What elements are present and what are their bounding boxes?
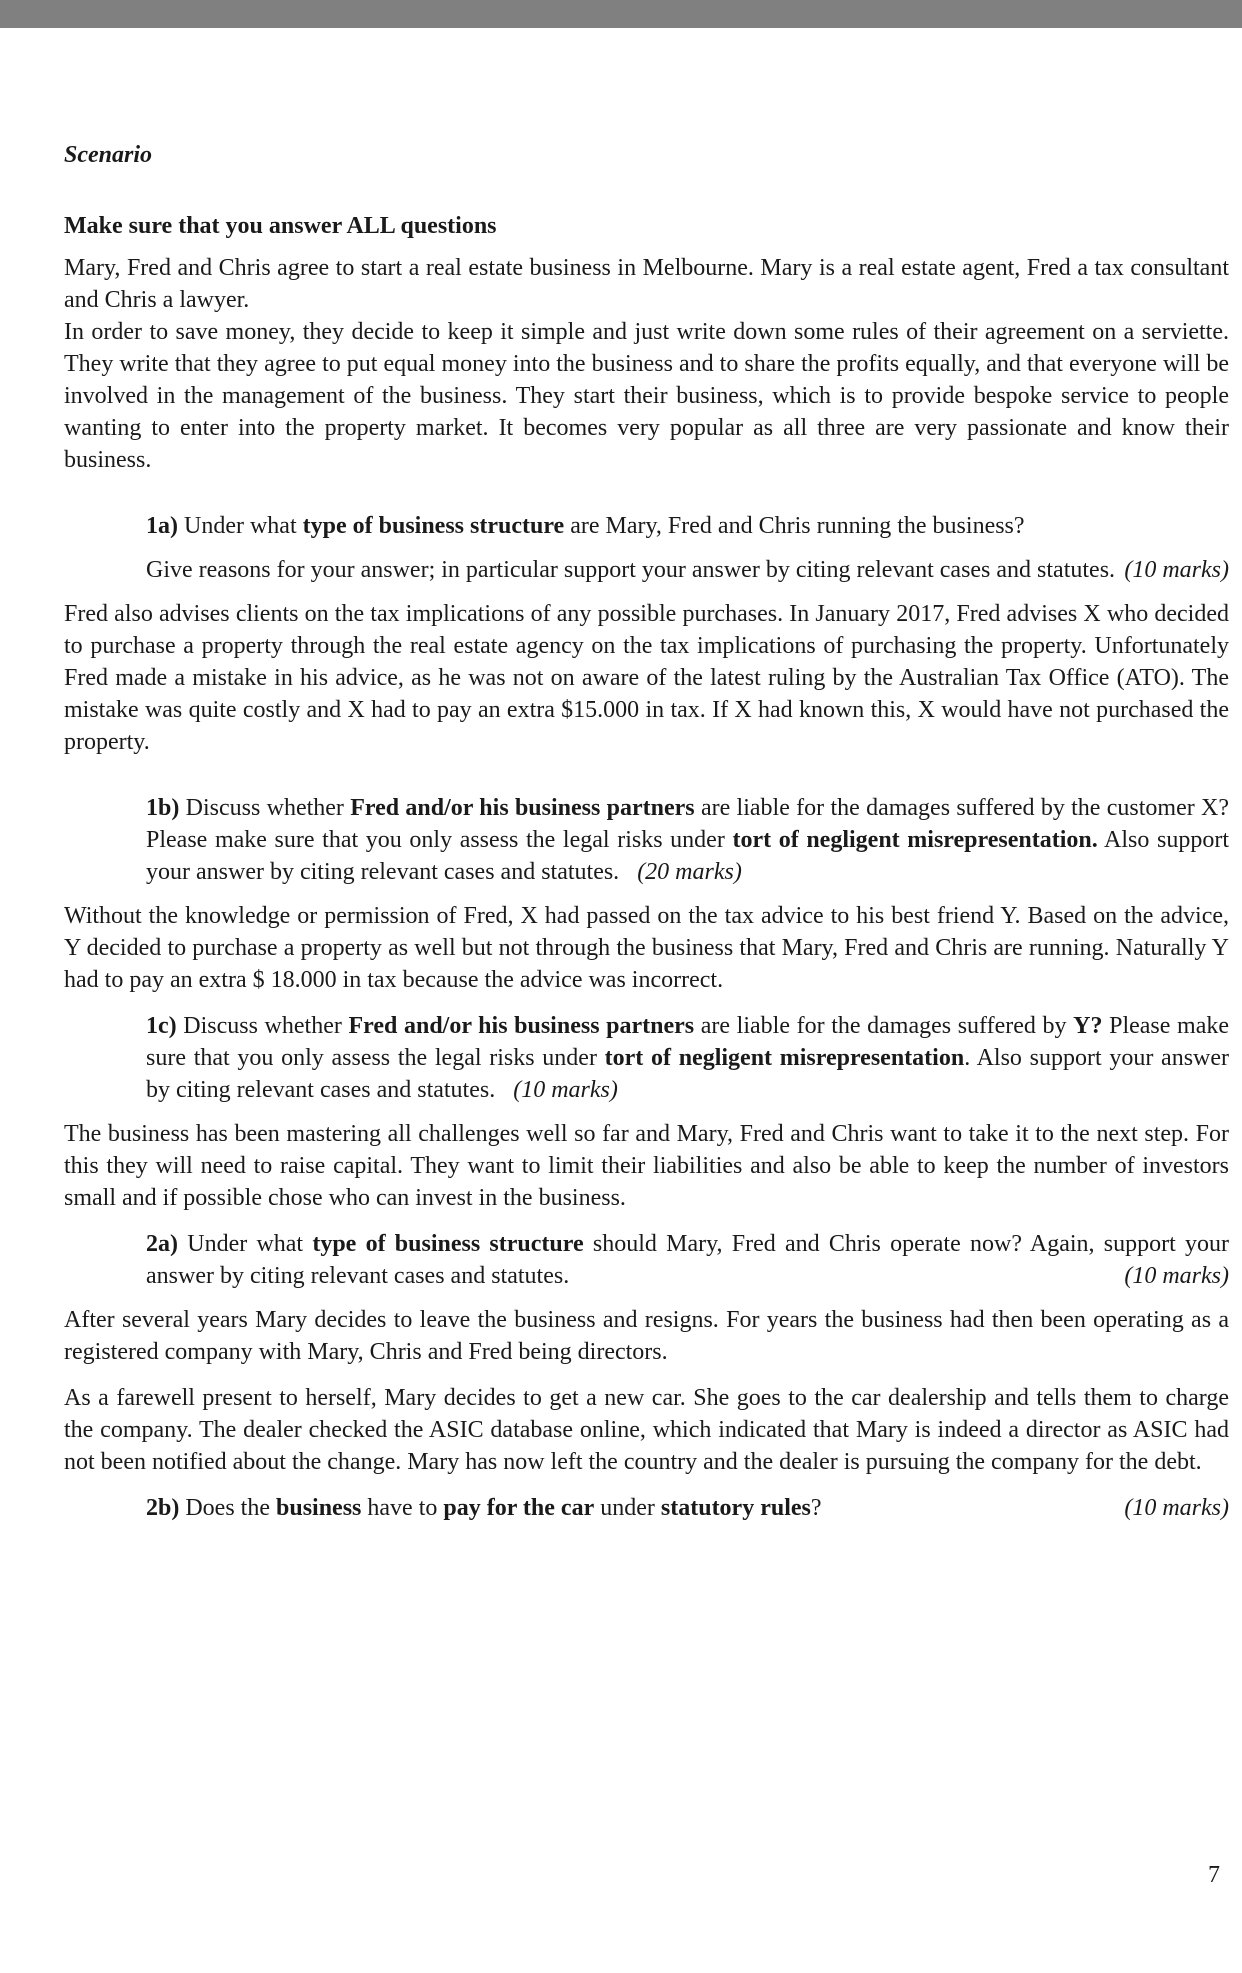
question-1a-reasons — [146, 554, 1229, 586]
q1a-text-2: are Mary, Fred and Chris running the business? — [564, 513, 1025, 540]
page-number: 7 — [1208, 1862, 1220, 1888]
q2b-text-3: under — [594, 1495, 661, 1522]
scenario-heading: Scenario — [64, 142, 153, 168]
q1a-bold-1: type of business structure — [302, 513, 565, 540]
intro-paragraph-2: In order to save money, they decide to keep it simple and just write down some rules of their agreement on a serviette. They write that they agree to put equal money into the business and to share the profits equally, and that everyone will be involved in the management of the business. They start their business, which is to provide bespoke service to people wanting to enter into the property market. It becomes very popular as all three are very passionate and know their business. — [64, 319, 1229, 474]
question-2a-marks: (10 marks) — [1124, 1263, 1229, 1290]
question-1a — [146, 510, 1229, 586]
q1b-text-2: are liable for the damages suffered by the customer X? Please make sure that you only assess the legal risks under — [146, 795, 1230, 854]
q2b-bold-1: business — [276, 1495, 362, 1522]
question-1c-number: 1c) — [146, 1013, 177, 1040]
q1b-text-3: Also support your answer by citing relevant cases and statutes. — [146, 827, 1230, 886]
question-1a-line — [146, 510, 1229, 542]
question-1a-marks: (10 marks) — [1124, 557, 1229, 584]
q1c-bold-2: Y? — [1073, 1013, 1103, 1040]
question-1c — [146, 1010, 1229, 1106]
question-1a-number: 1a) — [146, 513, 178, 540]
intro-paragraph-1: Mary, Fred and Chris agree to start a real estate business in Melbourne. Mary is a real estate agent, Fred a tax consultant and Chris a lawyer. — [64, 255, 1229, 314]
question-1b-line — [146, 792, 1229, 888]
q2b-bold-3: statutory rules — [660, 1495, 811, 1522]
question-1b-marks: (20 marks) — [637, 859, 742, 886]
q1c-bold-3: tort of negligent misrepresentation — [604, 1045, 965, 1072]
q1a-text-1: Under what — [178, 513, 303, 540]
q1b-bold-2: tort of negligent misrepresentation. — [732, 827, 1098, 854]
question-2a-line — [146, 1228, 1229, 1292]
q1b-bold-1: Fred and/or his business partners — [350, 795, 695, 822]
fred-advice-paragraph: Fred also advises clients on the tax implications of any possible purchases. In January 2017, Fred advises X who decided to purchase a property through the real estate agency on the tax implications of purchasing the property. Unfortunately Fred made a mistake in his advice, as he was not on aware of the latest ruling by the Australian Tax Office (ATO). The mistake was quite costly and X had to pay an extra $15.000 in tax. If X had known this, X would have not purchased the property. — [64, 601, 1229, 756]
q2a-text-2: should Mary, Fred and Chris operate now? Again, support your answer by citing relevant cases and statutes. — [146, 1231, 1229, 1290]
q2a-bold-1: type of business structure — [312, 1231, 584, 1258]
question-2b-line — [146, 1492, 1229, 1524]
question-1b — [146, 792, 1229, 888]
q2b-text-2: have to — [361, 1495, 444, 1522]
q2b-text-1: Does the — [179, 1495, 276, 1522]
question-1c-line — [146, 1010, 1229, 1106]
q2b-text-4: ? — [810, 1495, 822, 1522]
top-gray-bar — [0, 0, 1242, 28]
q1c-text-2: are liable for the damages suffered by — [694, 1013, 1074, 1040]
raise-capital-paragraph: The business has been mastering all challenges well so far and Mary, Fred and Chris want to take it to the next step. For this they will need to raise capital. They want to limit their liabilities and also be able to keep the number of investors small and if possible chose who can invest in the business. — [64, 1121, 1229, 1212]
car-dealer-paragraph: As a farewell present to herself, Mary decides to get a new car. She goes to the car dealership and tells them to charge the company. The dealer checked the ASIC database online, which indicated that Mary is indeed a director as ASIC had not been notified about the change. Mary has now left the country and the dealer is pursuing the company for the debt. — [64, 1385, 1229, 1476]
question-2a — [146, 1228, 1229, 1292]
q1b-text-1: Discuss whether — [179, 795, 351, 822]
question-2b-number: 2b) — [146, 1495, 180, 1522]
q1c-text-3: Please make sure that you only assess the legal risks under — [146, 1013, 1230, 1072]
q1c-text-1: Discuss whether — [176, 1013, 349, 1040]
question-2b — [146, 1492, 1229, 1524]
q1c-text-4: . Also support your answer by citing relevant cases and statutes. — [146, 1045, 1230, 1104]
question-1c-marks: (10 marks) — [513, 1077, 618, 1104]
friend-y-paragraph: Without the knowledge or permission of Fred, X had passed on the tax advice to his best friend Y. Based on the advice, Y decided to purchase a property as well but not through the business that Mary, Fred and Chris are running. Naturally Y had to pay an extra $ 18.000 in tax because the advice was incorrect. — [64, 903, 1229, 994]
q2b-bold-2: pay for the car — [443, 1495, 595, 1522]
instruction-heading: Make sure that you answer ALL questions — [64, 213, 497, 240]
q2a-text-1: Under what — [178, 1231, 313, 1258]
q1a-reasons-text: Give reasons for your answer; in particular support your answer by citing relevant cases and statutes. — [146, 557, 1116, 584]
question-2a-number: 2a) — [146, 1231, 178, 1258]
mary-resigns-paragraph: After several years Mary decides to leave the business and resigns. For years the business had then been operating as a registered company with Mary, Chris and Fred being directors. — [64, 1307, 1229, 1366]
question-1b-number: 1b) — [146, 795, 180, 822]
exam-page — [64, 140, 1229, 1536]
question-2b-marks: (10 marks) — [1124, 1495, 1229, 1522]
q1c-bold-1: Fred and/or his business partners — [348, 1013, 695, 1040]
